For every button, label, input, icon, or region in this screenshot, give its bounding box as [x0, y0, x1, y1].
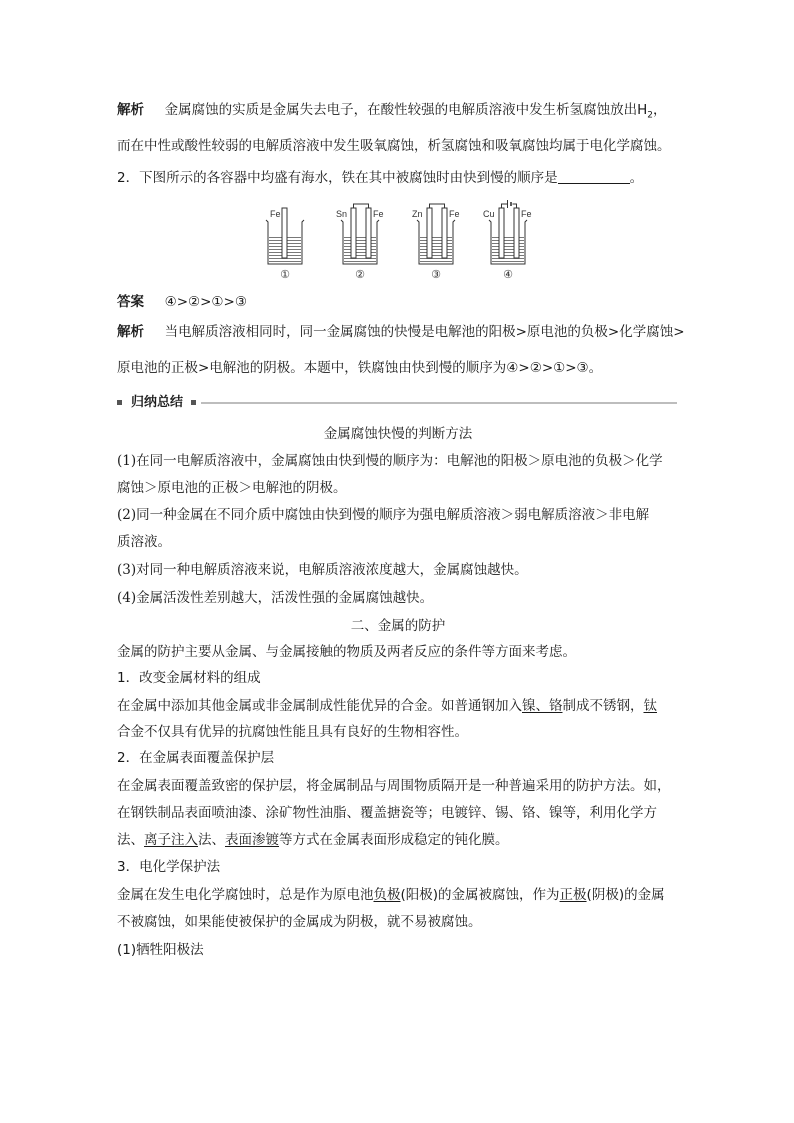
answer-blank	[558, 169, 630, 184]
electrode-label: Fe	[373, 209, 384, 219]
heading-1: 1．改变金属材料的组成	[117, 670, 261, 686]
answer-text: ④>②>①>③	[164, 294, 247, 310]
section-intro: 金属的防护主要从金属、与金属接触的物质及两者反应的条件等方面来考虑。	[117, 644, 576, 660]
answer-label: 答案	[117, 294, 144, 310]
beakers-figure	[262, 200, 542, 282]
summary-header-label: 归纳总结	[131, 395, 184, 410]
summary-item-2b: 质溶液。	[117, 534, 171, 550]
electrode-label: Cu	[483, 209, 495, 219]
electrode-label: Zn	[412, 209, 423, 219]
beaker-label: ④	[503, 269, 513, 281]
beaker-label: ①	[280, 269, 290, 281]
analysis-2-line-2: 原电池的正极>电解池的阴极。本题中，铁腐蚀由快到慢的顺序为④>②>①>③。	[117, 360, 603, 376]
fe-electrode	[282, 208, 287, 258]
paragraph-3a: 金属在发生电化学腐蚀时，总是作为原电池负极(阳极)的金属被腐蚀，作为正极(阴极)的金属	[117, 887, 665, 903]
heading-3: 3．电化学保护法	[117, 859, 221, 875]
summary-item-1a: (1)在同一电解质溶液中，金属腐蚀由快到慢的顺序为：电解池的阳极＞原电池的负极＞化学	[117, 453, 663, 469]
analysis-2-line-1: 解析 当电解质溶液相同时，同一金属腐蚀的快慢是电解池的阳极>原电池的负极>化学腐蚀>	[117, 324, 685, 340]
beaker-3	[412, 204, 460, 281]
question-2: 2．下图所示的各容器中均盛有海水，铁在其中被腐蚀时由快到慢的顺序是 。	[117, 170, 644, 186]
square-bullet-icon	[191, 400, 196, 405]
summary-item-2a: (2)同一种金属在不同介质中腐蚀由快到慢的顺序为强电解质溶液＞弱电解质溶液＞非电解	[117, 507, 650, 523]
analysis-label: 解析	[117, 102, 144, 118]
square-bullet-icon	[117, 400, 122, 405]
answer-line	[117, 292, 679, 312]
summary-title: 金属腐蚀快慢的判断方法	[323, 426, 473, 442]
subheading-1: (1)牺牲阳极法	[117, 942, 204, 958]
summary-item-3: (3)对同一种电解质溶液来说，电解质溶液浓度越大，金属腐蚀越快。	[117, 562, 528, 578]
summary-header	[117, 393, 677, 413]
beaker-1	[266, 208, 304, 281]
heading-2: 2．在金属表面覆盖保护层	[117, 750, 275, 766]
beaker-label: ②	[355, 269, 365, 281]
paragraph-2c: 法、离子注入法、表面渗镀等方式在金属表面形成稳定的钝化膜。	[117, 832, 509, 848]
electrode-label: Fe	[449, 209, 460, 219]
beaker-2	[336, 204, 384, 281]
electrode-label: Sn	[336, 209, 348, 219]
paragraph-2b: 在钢铁制品表面喷油漆、涂矿物性油脂、覆盖搪瓷等；电镀锌、锡、铬、镍等，利用化学方	[117, 805, 657, 821]
divider	[201, 402, 677, 404]
paragraph-3b: 不被腐蚀，如果能使被保护的金属成为阴极，就不易被腐蚀。	[117, 914, 482, 930]
paragraph-2a: 在金属表面覆盖致密的保护层，将金属制品与周围物质隔开是一种普遍采用的防护方法。如，	[117, 778, 671, 794]
summary-item-1b: 腐蚀＞原电池的正极＞电解池的阴极。	[117, 480, 347, 496]
analysis-1-line-2: 而在中性或酸性较弱的电解质溶液中发生吸氧腐蚀，析氢腐蚀和吸氧腐蚀均属于电化学腐蚀。	[117, 138, 671, 154]
electrode-label: Fe	[521, 209, 532, 219]
electrode-label: Fe	[270, 209, 281, 219]
analysis-label: 解析	[117, 324, 144, 340]
summary-item-4: (4)金属活泼性差别越大，活泼性强的金属腐蚀越快。	[117, 590, 434, 606]
beaker-4	[483, 200, 532, 281]
paragraph-1a: 在金属中添加其他金属或非金属制成性能优异的合金。如普通钢加入镍、铬制成不锈钢，钛	[117, 698, 657, 714]
beaker-label: ③	[431, 269, 441, 281]
paragraph-1b: 合金不仅具有优异的抗腐蚀性能且具有良好的生物相容性。	[117, 724, 468, 740]
section-title: 二、金属的防护	[350, 618, 446, 634]
analysis-1-line-1: 解析 金属腐蚀的实质是金属失去电子，在酸性较强的电解质溶液中发生析氢腐蚀放出$H_2$，	[117, 102, 667, 121]
